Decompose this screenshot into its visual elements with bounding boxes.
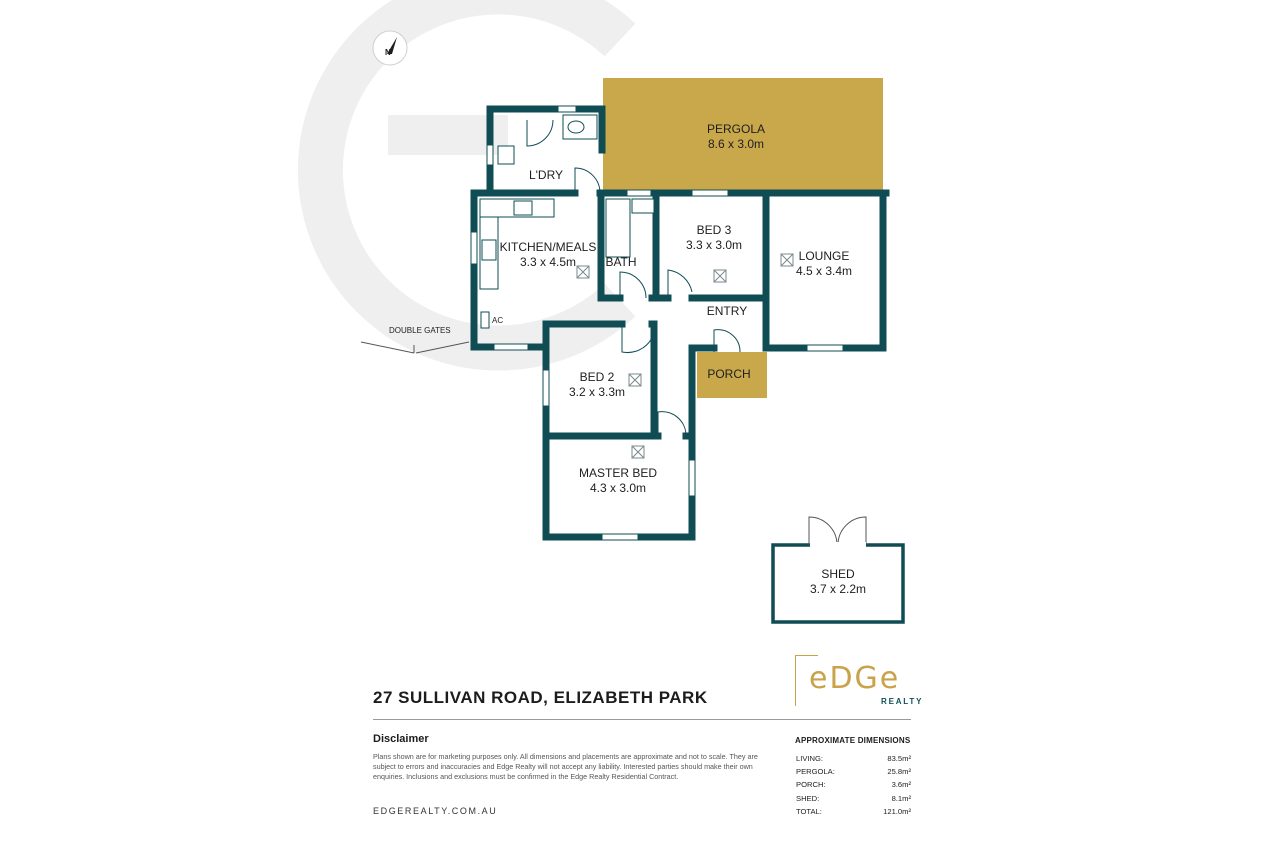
entry-name: ENTRY (706, 304, 748, 318)
bed3-dims: 3.3 x 3.0m (685, 238, 743, 252)
dimension-value: 25.8m² (887, 767, 911, 777)
ac-unit (481, 312, 489, 328)
website-link[interactable]: EDGEREALTY.COM.AU (373, 806, 498, 816)
logo-word: eDGe (809, 661, 901, 696)
laundry-name: L'DRY (528, 168, 564, 182)
dimension-value: 8.1m² (891, 793, 911, 803)
disclaimer-text: Plans shown are for marketing purposes only. All dimensions and placements are approximate and not to scale. They are subject to errors and inaccuracies and Edge Realty will not accept any liability. Interested parties should make their own enquiries. Inclusions and exclusions must be confirmed in the Edge Realty Residential Contract. (373, 752, 758, 782)
lounge-name: LOUNGE (798, 249, 850, 263)
dimension-label: LIVING: (796, 754, 824, 763)
bed3-name: BED 3 (696, 223, 732, 237)
dimensions-list (796, 752, 911, 818)
divider (373, 719, 911, 720)
edge-realty-logo (795, 655, 924, 709)
dimension-row (796, 792, 911, 805)
logo-sub: REALTY (881, 697, 924, 706)
kitchen-dims: 3.3 x 4.5m (519, 255, 577, 269)
dimensions-title: APPROXIMATE DIMENSIONS (795, 736, 911, 745)
laundry-sink (498, 146, 514, 164)
dimension-value: 121.0m² (883, 806, 911, 816)
disclaimer-title: Disclaimer (373, 733, 429, 745)
shed-dims: 3.7 x 2.2m (809, 582, 867, 596)
dimension-row (796, 752, 911, 765)
pergola-name: PERGOLA (706, 122, 766, 136)
master-bed-dims: 4.3 x 3.0m (589, 481, 647, 495)
bed2-name: BED 2 (579, 370, 615, 384)
master-bed-name: MASTER BED (578, 466, 658, 480)
kitchen-name: KITCHEN/MEALS (499, 240, 597, 254)
shed-doors (809, 517, 866, 545)
cooktop (514, 201, 532, 215)
ac-label: AC (492, 316, 504, 325)
bed2-dims: 3.2 x 3.3m (568, 385, 626, 399)
shed-name: SHED (821, 567, 855, 581)
compass-label: N (385, 48, 391, 57)
lounge-dims: 4.5 x 3.4m (795, 264, 853, 278)
dimension-row (796, 765, 911, 778)
dimension-label: TOTAL: (796, 806, 822, 816)
property-address: 27 SULLIVAN ROAD, ELIZABETH PARK (373, 688, 708, 707)
gates-label: DOUBLE GATES (389, 326, 451, 335)
dimension-label: SHED: (796, 793, 820, 803)
bathtub (606, 199, 630, 257)
dimension-label: PERGOLA: (796, 767, 835, 777)
kitchen-sink (482, 240, 496, 260)
compass-icon (373, 31, 407, 65)
dimension-value: 83.5m² (887, 754, 911, 763)
bath-name: BATH (605, 255, 637, 269)
pergola-dims: 8.6 x 3.0m (707, 137, 765, 151)
dimension-value: 3.6m² (891, 780, 911, 790)
dimension-row (796, 805, 911, 818)
bath-vanity (632, 199, 654, 213)
dimension-row (796, 778, 911, 791)
dimension-label: PORCH: (796, 780, 826, 790)
shed-door-opening (810, 542, 866, 548)
porch-name: PORCH (707, 367, 751, 381)
